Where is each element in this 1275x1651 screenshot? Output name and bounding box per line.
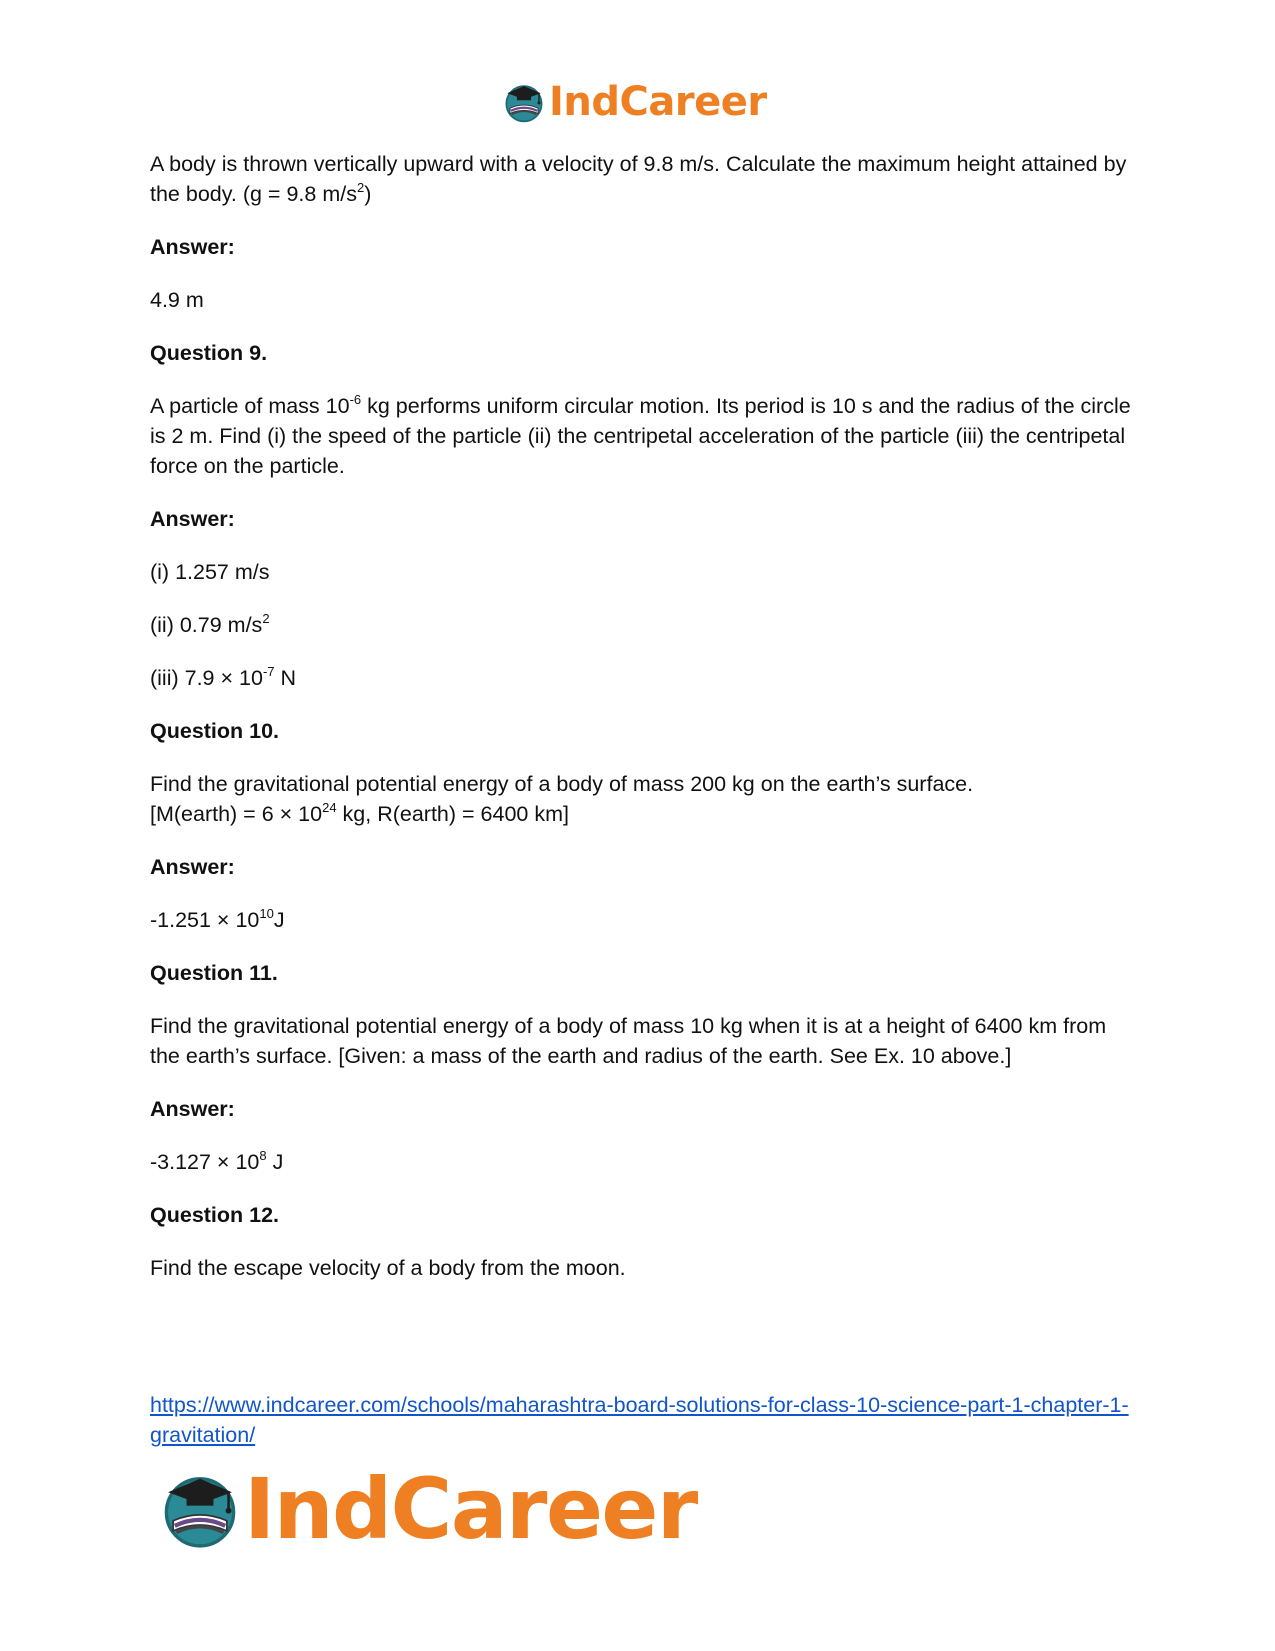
question-10-text: Find the gravitational potential energy of a body of mass 200 kg on the earth’s surface. [M(earth) = $6 \times 10^{24}$ kg, R(earth) = 6400 km]	[150, 772, 974, 826]
graduation-cap-books-globe-icon	[158, 1467, 242, 1551]
question-9-label: Question 9.	[150, 341, 268, 365]
answer-9-i: (i) 1.257 m/s	[150, 560, 270, 584]
answer-9-ii: (ii) 0.79 $m/s^2$	[150, 611, 270, 637]
answer-8: 4.9 m	[150, 288, 204, 312]
answer-label: Answer:	[150, 507, 235, 531]
brand-name: IndCareer	[549, 79, 767, 125]
answer-label: Answer:	[150, 1097, 235, 1121]
answer-label: Answer:	[150, 855, 235, 879]
document-body	[150, 149, 1140, 1283]
question-8-text: A body is thrown vertically upward with a velocity of 9.8 m/s. Calculate the maximum height attained by the body. (g = 9.8 $m/s^2$)	[150, 152, 1127, 206]
graduation-cap-books-globe-icon	[502, 80, 546, 124]
question-11-label: Question 11.	[150, 961, 278, 985]
answer-11: $-3.127 \times 10^8$ J	[150, 1148, 284, 1174]
footer-logo	[158, 1460, 697, 1558]
question-10-label: Question 10.	[150, 719, 280, 743]
header-logo	[502, 78, 767, 126]
question-12-label: Question 12.	[150, 1203, 280, 1227]
question-9-text: A particle of mass $10^{-6}$ kg performs uniform circular motion. Its period is 10 s and the radius of the circle is 2 m. Find (i) the speed of the particle (ii) the centripetal acceleration of the particle (iii) the centripetal force on the particle.	[150, 392, 1131, 478]
answer-label: Answer:	[150, 235, 235, 259]
answer-10: $-1.251 \times 10^{10}J$	[150, 906, 285, 932]
brand-name: IndCareer	[244, 1460, 697, 1558]
source-link[interactable]: https://www.indcareer.com/schools/maharashtra-board-solutions-for-class-10-science-part-1-chapter-1-gravitation/	[150, 1393, 1129, 1447]
question-12-text: Find the escape velocity of a body from the moon.	[150, 1256, 626, 1280]
answer-9-iii: (iii) $7.9 \times 10^{-7}$ N	[150, 664, 296, 690]
question-11-text: Find the gravitational potential energy of a body of mass 10 kg when it is at a height of 6400 km from the earth’s surface. [Given: a mass of the earth and radius of the earth. See Ex. 10 above.]	[150, 1014, 1107, 1068]
